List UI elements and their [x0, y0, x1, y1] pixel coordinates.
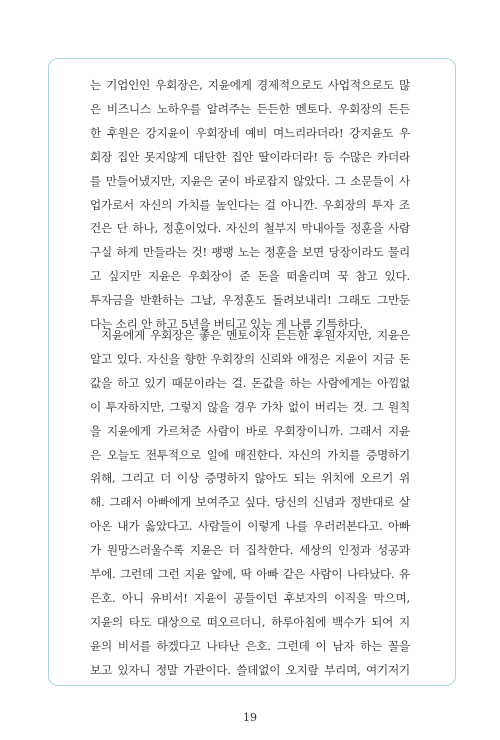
text-line: 한 후원은 강지윤이 우회장네 예비 며느리라더라! 강지윤도 우 — [90, 125, 410, 140]
text-line: 를 만들어냈지만, 지윤은 굳이 바로잡지 않았다. 그 소문들이 사 — [90, 173, 410, 188]
text-line: 은 오늘도 전투적으로 일에 매진한다. 자신의 가치를 증명하기 — [90, 447, 410, 462]
text-line: 부에. 그런데 그런 지윤 앞에, 딱 아빠 같은 사람이 나타났다. 유 — [90, 567, 410, 582]
text-line: 아온 내가 옳았다고. 사람들이 이렇게 나를 우러러본다고. 아빠 — [90, 519, 410, 534]
text-line: 은호. 아니 유비서! 지윤이 공들이던 후보자의 이직을 막으며, — [90, 590, 410, 605]
text-line: 지윤의 타도 대상으로 떠오르더니, 하루아침에 백수가 되어 지 — [90, 614, 410, 629]
text-line: 구실 하게 만들라는 것! 팽팽 노는 정훈을 보면 당장이라도 물리 — [90, 245, 410, 260]
text-line: 가 원망스러울수록 지윤은 더 집착한다. 세상의 인정과 성공과 — [90, 543, 410, 558]
page-number: 19 — [243, 711, 257, 724]
text-line: 은 비즈니스 노하우를 알려주는 든든한 멘토다. 우회장의 든든 — [90, 101, 410, 116]
text-line: 다는 소리 안 하고 5년을 버티고 있는 게 나름 기특하다. — [90, 317, 364, 332]
text-line: 회장 집안 못지않게 대단한 집안 딸이라더라! 등 수많은 카더라 — [90, 149, 410, 164]
text-line: 윤의 비서를 하겠다고 나타난 은호. 그런데 이 남자 하는 꼴을 — [90, 638, 410, 653]
text-line: 투자금을 반환하는 그날, 우정훈도 돌려보내리! 그래도 그만둔 — [90, 293, 410, 308]
text-line: 해. 그래서 아빠에게 보여주고 싶다. 당신의 신념과 정반대로 살 — [90, 495, 410, 510]
paragraph-1 — [90, 74, 410, 337]
text-line: 값을 하고 있기 때문이라는 걸. 돈값을 하는 사람에게는 아낌없 — [90, 375, 410, 390]
text-line: 위해, 그리고 더 이상 증명하지 않아도 되는 위치에 오르기 위 — [90, 471, 410, 486]
text-line: 는 기업인인 우회장은, 지윤에게 경제적으로도 사업적으로도 많 — [90, 78, 410, 92]
text-line: 고 싶지만 지윤은 우회장이 준 돈을 떠올리며 꾹 참고 있다. — [90, 269, 410, 284]
text-line: 보고 있자니 정말 가관이다. 쓸데없이 오지랖 부리며, 여기저기 — [90, 662, 410, 677]
text-line: 업가로서 자신의 가치를 높인다는 걸 아니깐. 우회장의 투자 조 — [90, 197, 410, 212]
text-line: 건은 단 하나, 정훈이었다. 자신의 철부지 막내아들 정훈을 사람 — [90, 221, 410, 236]
text-line: 지윤에게 우회장은 좋은 멘토이자 든든한 후원자지만, 지윤은 — [101, 328, 410, 342]
text-line: 을 지윤에게 가르쳐준 사람이 바로 우회장이니까. 그래서 지윤 — [90, 423, 410, 438]
text-line: 이 투자하지만, 그렇지 않을 경우 가차 없이 버리는 것. 그 원칙 — [90, 399, 410, 414]
text-line: 알고 있다. 자신을 향한 우회장의 신뢰와 애정은 지윤이 지금 돈 — [90, 351, 410, 366]
paragraph-2 — [90, 324, 410, 683]
